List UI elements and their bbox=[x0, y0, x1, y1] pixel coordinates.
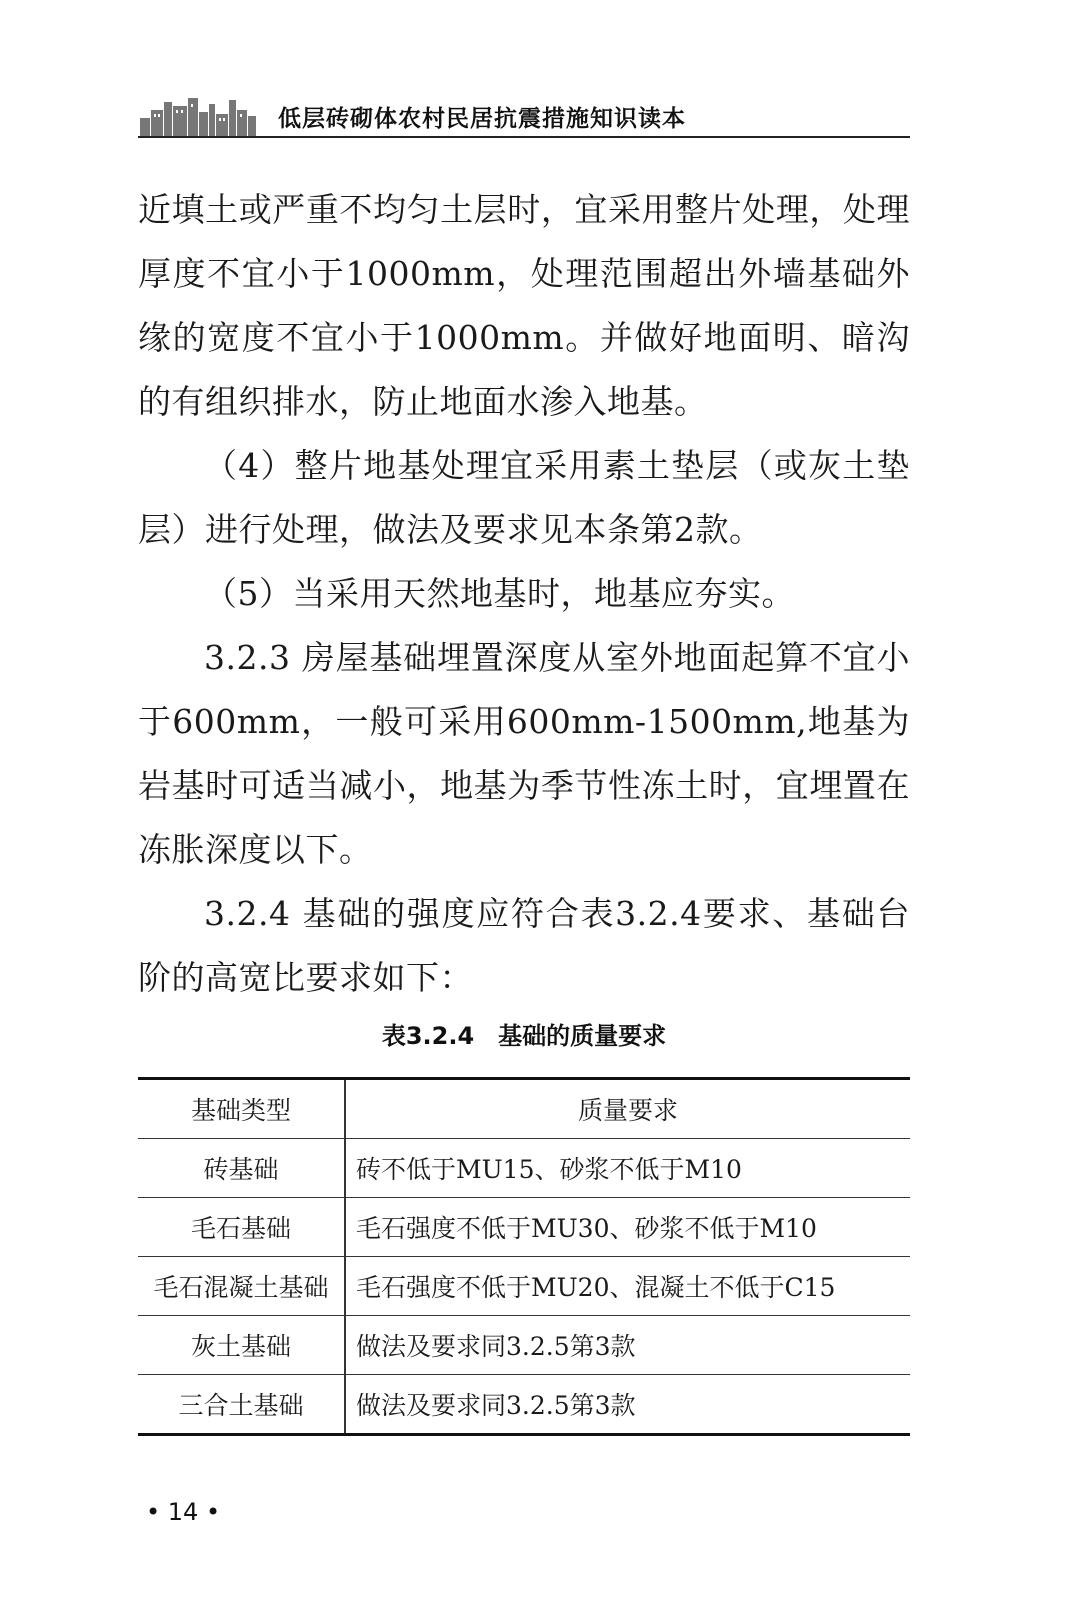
quality-requirement-cell: 做法及要求同3.2.5第3款 bbox=[345, 1375, 910, 1435]
paragraph: 3.2.3 房屋基础埋置深度从室外地面起算不宜小于600mm，一般可采用600mm-1500mm,地基为岩基时可适当减小，地基为季节性冻土时，宜埋置在冻胀深度以下。 bbox=[138, 638, 910, 869]
quality-requirement-cell: 砖不低于MU15、砂浆不低于M10 bbox=[345, 1139, 910, 1198]
running-header bbox=[138, 96, 910, 140]
quality-requirement-cell: 毛石强度不低于MU30、砂浆不低于M10 bbox=[345, 1198, 910, 1257]
quality-requirement-cell: 做法及要求同3.2.5第3款 bbox=[345, 1316, 910, 1375]
city-skyline-icon bbox=[138, 96, 258, 136]
paragraph: 3.2.4 基础的强度应符合表3.2.4要求、基础台阶的高宽比要求如下： bbox=[138, 894, 910, 997]
header-divider bbox=[138, 136, 910, 138]
body-text bbox=[138, 178, 910, 1010]
table-row bbox=[138, 1198, 910, 1257]
table-header-row bbox=[138, 1079, 910, 1139]
paragraph: 近填土或严重不均匀土层时，宜采用整片处理，处理厚度不宜小于1000mm，处理范围超出外墙基础外缘的宽度不宜小于1000mm。并做好地面明、暗沟的有组织排水，防止地面水渗入地基。 bbox=[138, 190, 910, 421]
table-row bbox=[138, 1139, 910, 1198]
paragraph: （5）当采用天然地基时，地基应夯实。 bbox=[204, 574, 795, 613]
quality-requirement-cell: 毛石强度不低于MU20、混凝土不低于C15 bbox=[345, 1257, 910, 1316]
foundation-type-cell: 砖基础 bbox=[138, 1139, 345, 1198]
page-number: • 14 • bbox=[146, 1498, 221, 1526]
column-header: 质量要求 bbox=[345, 1079, 910, 1139]
book-title: 低层砖砌体农村民居抗震措施知识读本 bbox=[278, 106, 686, 132]
foundation-type-cell: 毛石基础 bbox=[138, 1198, 345, 1257]
table-row bbox=[138, 1257, 910, 1316]
paragraph: （4）整片地基处理宜采用素土垫层（或灰土垫层）进行处理，做法及要求见本条第2款。 bbox=[138, 446, 910, 549]
table-row bbox=[138, 1375, 910, 1435]
foundation-type-cell: 三合土基础 bbox=[138, 1375, 345, 1435]
foundation-type-cell: 灰土基础 bbox=[138, 1316, 345, 1375]
column-header: 基础类型 bbox=[138, 1079, 345, 1139]
table-row bbox=[138, 1316, 910, 1375]
table-caption: 表3.2.4 基础的质量要求 bbox=[381, 1022, 667, 1050]
foundation-quality-table bbox=[138, 1077, 910, 1436]
foundation-type-cell: 毛石混凝土基础 bbox=[138, 1257, 345, 1316]
